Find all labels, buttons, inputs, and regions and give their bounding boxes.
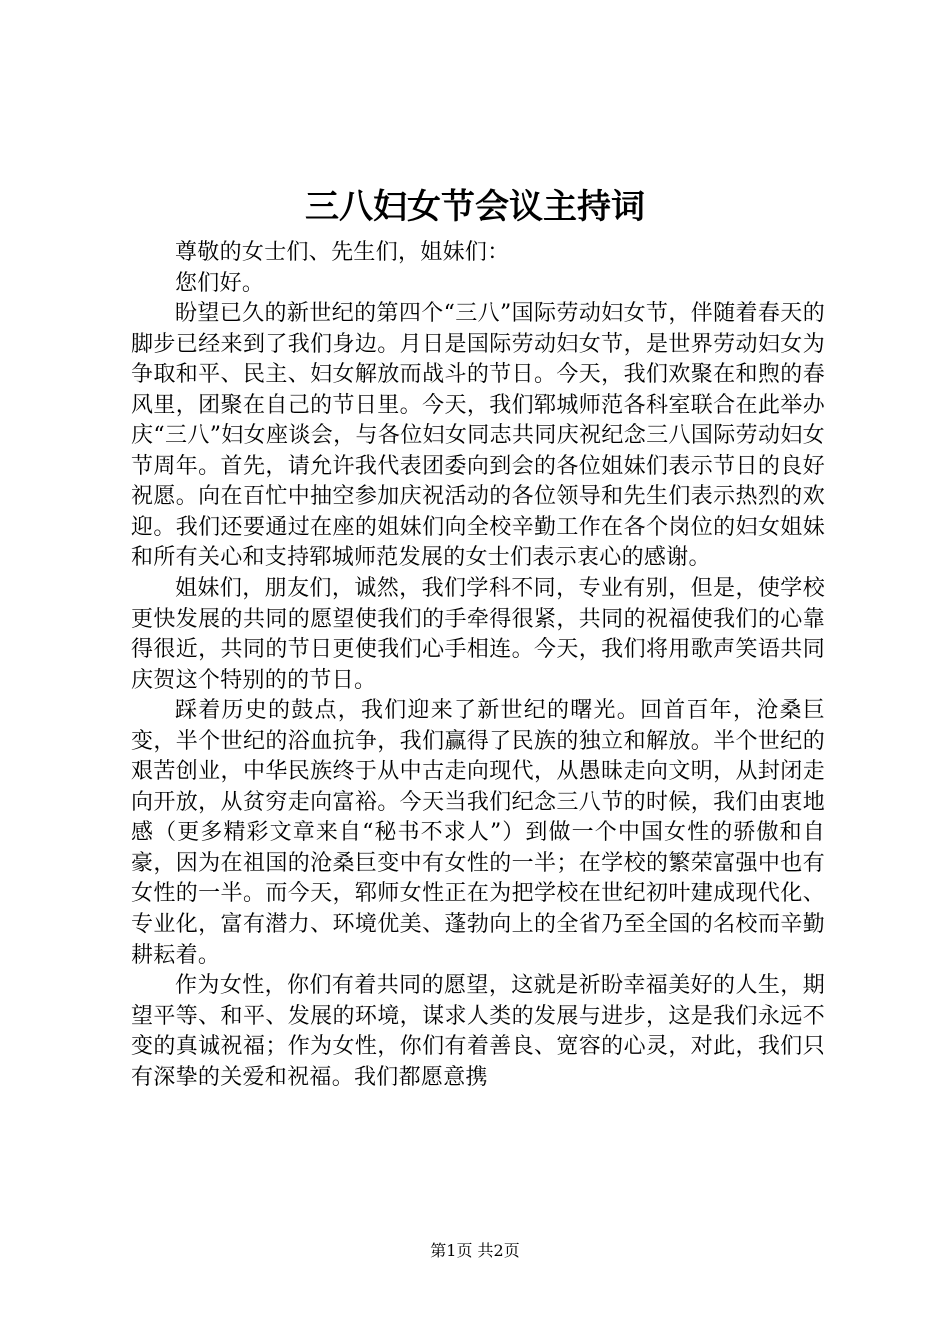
body-paragraph: 作为女性，你们有着共同的愿望，这就是祈盼幸福美好的人生，期望平等、和平、发展的环境，谋求人类的发展与进步，这是我们永远不变的真诚祝福；作为女性，你们有着善良、宽容的心灵，对此，我们只有深挚的关爱和祝福。我们都愿意携 [131,973,825,1090]
document-body [131,238,825,1093]
document-title: 三八妇女节会议主持词 [305,187,645,227]
body-paragraph: 踩着历史的鼓点，我们迎来了新世纪的曙光。回首百年，沧桑巨变，半个世纪的浴血抗争，我们赢得了民族的独立和解放。半个世纪的艰苦创业，中华民族终于从中古走向现代，从愚昧走向文明，从封闭走向开放，从贫穷走向富裕。今天当我们纪念三八节的时候，我们由衷地感（更多精彩文章来自“秘书不求人”）到做一个中国女性的骄傲和自豪，因为在祖国的沧桑巨变中有女性的一半；在学校的繁荣富强中也有女性的一半。而今天，郓师女性正在为把学校在世纪初叶建成现代化、专业化，富有潜力、环境优美、蓬勃向上的全省乃至全国的名校而辛勤耕耘着。 [131,698,825,968]
body-paragraph: 盼望已久的新世纪的第四个“三八”国际劳动妇女节，伴随着春天的脚步已经来到了我们身边。月日是国际劳动妇女节，是世界劳动妇女为争取和平、民主、妇女解放而战斗的节日。今天，我们欢聚在和煦的春风里，团聚在自己的节日里。今天，我们郓城师范各科室联合在此举办庆“三八”妇女座谈会，与各位妇女同志共同庆祝纪念三八国际劳动妇女节周年。首先，请允许我代表团委向到会的各位姐妹们表示节日的良好祝愿。向在百忙中抽空参加庆祝活动的各位领导和先生们表示热烈的欢迎。我们还要通过在座的姐妹们向全校辛勤工作在各个岗位的妇女姐妹和所有关心和支持郓城师范发展的女士们表示衷心的感谢。 [131,301,825,571]
salutation-paragraph: 尊敬的女士们、先生们，姐妹们： [175,240,510,265]
page-footer: 第1页 共2页 [430,1241,520,1260]
greeting-paragraph: 您们好。 [175,270,265,296]
body-paragraph: 姐妹们，朋友们，诚然，我们学科不同，专业有别，但是，使学校更快发展的共同的愿望使我们的手牵得很紧，共同的祝福使我们的心靠得很近，共同的节日更使我们心手相连。今天，我们将用歌声笑语共同庆贺这个特别的的节日。 [131,576,825,693]
